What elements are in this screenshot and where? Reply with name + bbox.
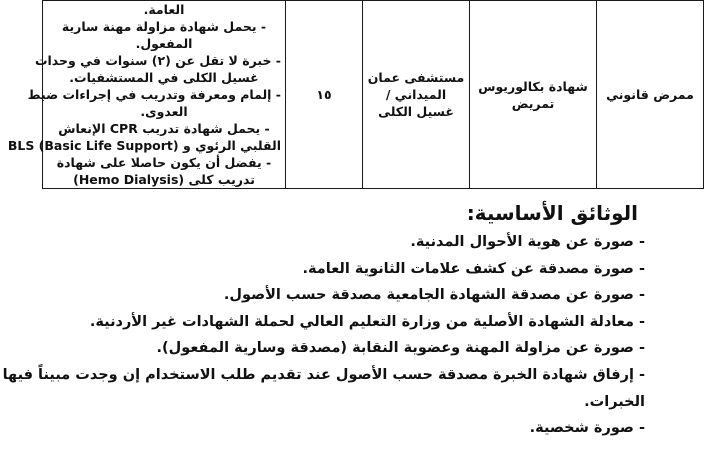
requirement-line: المفعول. <box>135 36 193 51</box>
job-table <box>7 0 704 189</box>
requirement-line: تدريب كلى (Hemo Dialysis) <box>73 172 255 187</box>
requirement-line: - يفضل أن يكون حاصلا على شهادة <box>56 155 272 170</box>
job-title-cell: ممرض قانوني <box>597 1 704 189</box>
requirement-line: - يحمل شهادة تدريب CPR الإنعاش <box>58 121 270 136</box>
document-item: - صورة مصدقة عن كشف علامات الثانوية العامة. <box>302 260 645 277</box>
requirement-line: العامة. <box>143 2 185 17</box>
workplace-cell: مستشفى عمان الميداني / غسيل الكلى <box>363 1 470 189</box>
documents-section <box>2 200 645 442</box>
document-item: - صورة شخصية. <box>529 420 645 437</box>
count-cell: ١٥ <box>286 1 363 189</box>
requirement-line: - يحمل شهادة مزاولة مهنة سارية <box>61 19 267 34</box>
document-item: - إرفاق شهادة الخبرة مصدقة حسب الأصول عند تقديم طلب الاستخدام إن وجدت مبيناً فيها <box>2 366 645 383</box>
requirement-line: العدوى. <box>140 104 188 119</box>
requirements-cell <box>7 1 286 189</box>
documents-heading: الوثائق الأساسية: <box>466 201 638 225</box>
document-item: - صورة عن مصدقة الشهادة الجامعية مصدقة حسب الأصول. <box>223 287 645 304</box>
requirement-line: غسيل الكلى في المستشفيات. <box>69 70 259 85</box>
table-row <box>43 1 704 189</box>
requirement-line: - خبرة لا تقل عن (٢) سنوات في وحدات <box>34 53 281 68</box>
qualification-cell: شهادة بكالوريوس تمريض <box>470 1 597 189</box>
requirement-line: - إلمام ومعرفة وتدريب في إجراءات ضبط <box>27 87 281 102</box>
document-item: - صورة عن مزاولة المهنة وعضوية النقابة (مصدقة وسارية المفعول). <box>156 340 645 357</box>
document-item: - معادلة الشهادة الأصلية من وزارة التعليم العالي لحملة الشهادات غير الأردنية. <box>89 313 645 330</box>
document-item: الخبرات. <box>584 393 645 410</box>
requirement-line: القلبي الرئوي و BLS (Basic Life Support) <box>7 138 281 153</box>
document-item: - صورة عن هوية الأحوال المدنية. <box>410 234 645 250</box>
